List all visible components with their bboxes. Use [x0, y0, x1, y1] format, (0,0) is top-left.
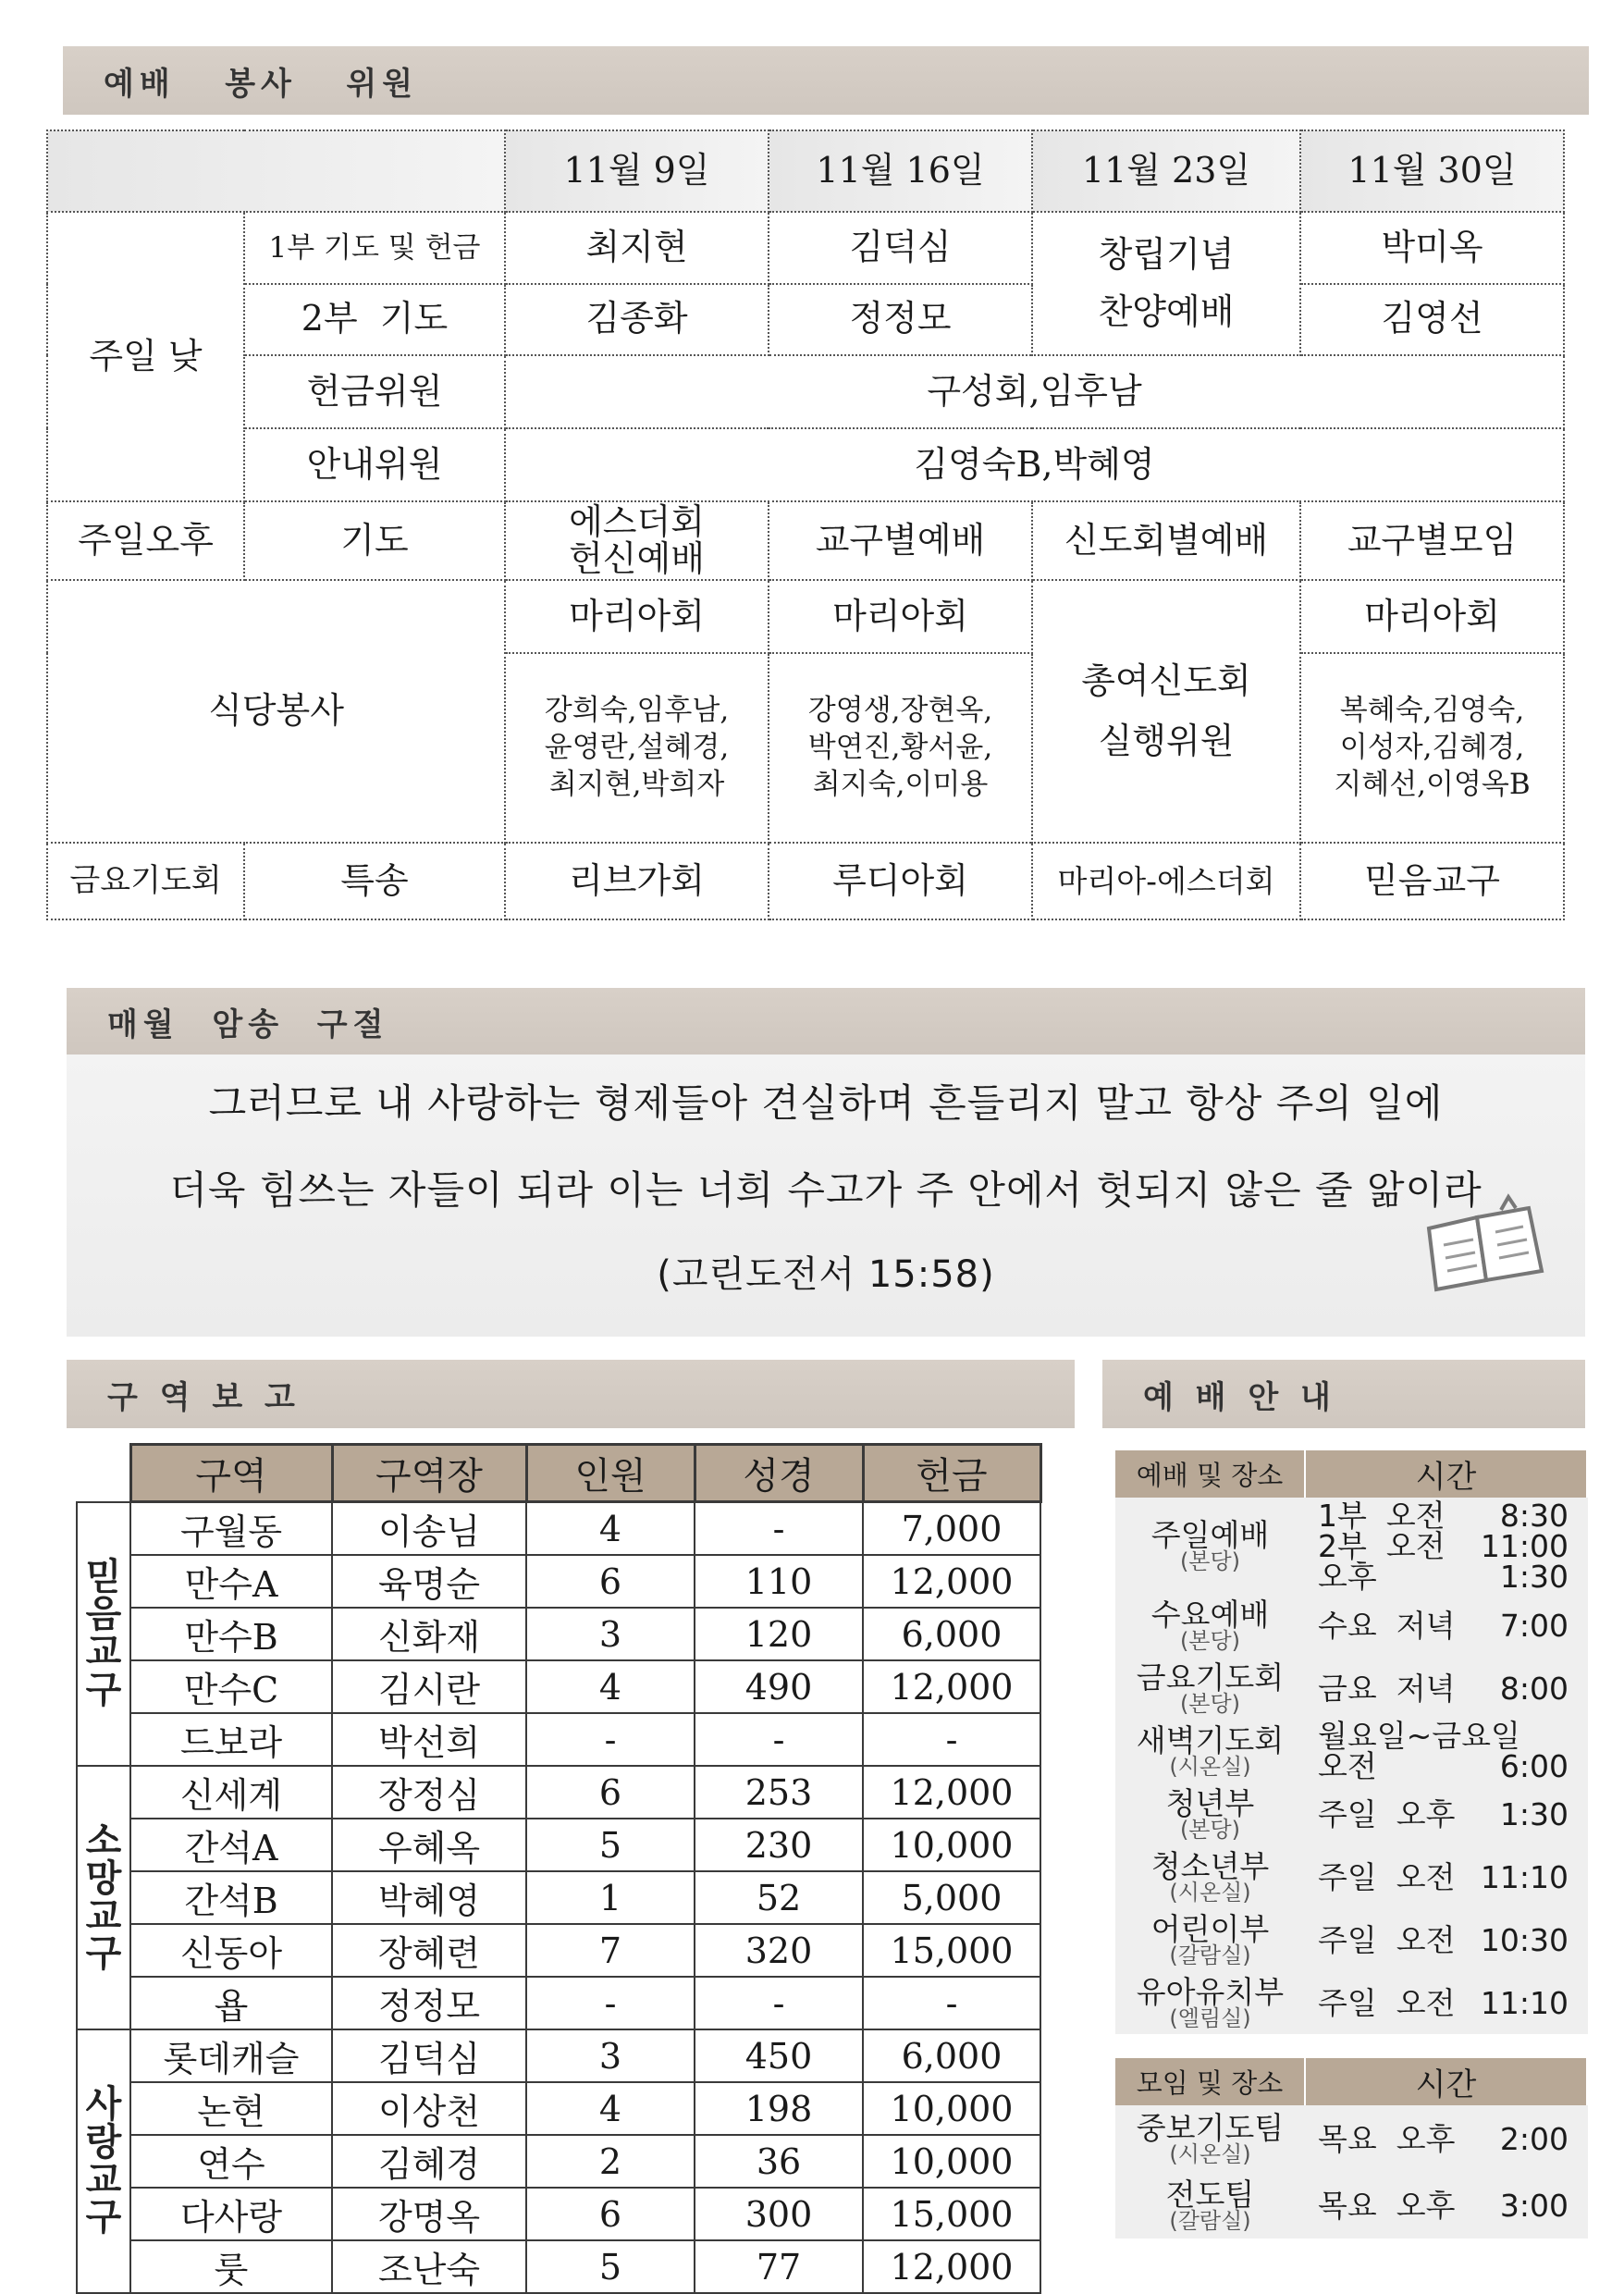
district-group-name: [77, 1502, 130, 1767]
dining-group: 마리아회: [505, 580, 769, 652]
guide-time-cell: [1305, 1657, 1587, 1720]
guide-row: [1115, 1498, 1587, 1594]
guide-time-value: 8:00: [1499, 1670, 1569, 1707]
guide-name-cell: [1115, 1720, 1305, 1782]
district-cell: 6,000: [863, 1608, 1040, 1660]
district-cell: 3: [526, 2029, 695, 2082]
district-cell: 12,000: [863, 1555, 1040, 1608]
founding-line: 찬양예배: [1098, 290, 1235, 332]
friday-cell: 리브가회: [505, 843, 769, 919]
table-row: [77, 1766, 1040, 1819]
district-cell: 6: [526, 2188, 695, 2240]
district-cell: 6,000: [863, 2029, 1040, 2082]
guide-time-cell: [1305, 1720, 1587, 1782]
founding-line: 창립기념: [1098, 234, 1235, 276]
member-line: 복혜숙,김영숙,: [1339, 693, 1525, 727]
guide-time-line: [1318, 1670, 1587, 1707]
table-row: [77, 2029, 1040, 2082]
district-cell: 김혜경: [332, 2135, 526, 2188]
guide-name-cell: [1115, 1657, 1305, 1720]
guide-header: 시간: [1305, 2058, 1587, 2105]
guide-row: [1115, 2105, 1587, 2172]
verse-reference: (고린도전서 15:58): [657, 1253, 995, 1296]
group-name-char: 음: [85, 1593, 122, 1636]
guide-item-place: (본당): [1179, 1690, 1241, 1717]
guide-time-line: [1318, 2187, 1587, 2224]
date-header-corner: [47, 130, 505, 212]
guide-section-header: [1102, 1360, 1585, 1428]
district-cell: 우혜옥: [332, 1819, 526, 1871]
verse-section-header: [67, 988, 1585, 1054]
guide-time-label: 금요 저녁: [1318, 1670, 1456, 1707]
district-cell: 강명옥: [332, 2188, 526, 2240]
district-cell: 120: [695, 1608, 863, 1660]
member-line: 박연진,황서윤,: [807, 730, 993, 764]
district-cell: 신세계: [130, 1766, 332, 1819]
district-cell: 정정모: [332, 1977, 526, 2029]
table-row: [77, 2082, 1040, 2135]
afternoon-cell: 신도회별예배: [1032, 501, 1300, 580]
district-cell: 15,000: [863, 1924, 1040, 1977]
guide-time-value: 10:30: [1480, 1921, 1569, 1958]
district-table: [76, 1443, 1042, 2294]
dining-label: 식당봉사: [47, 580, 505, 842]
group-name-char: 교: [85, 2158, 122, 2202]
row-label-special-song: 특송: [244, 843, 505, 919]
table-row: [77, 1977, 1040, 2029]
group-name-char: 사: [85, 2082, 122, 2126]
district-cell: 230: [695, 1819, 863, 1871]
district-section-header: [67, 1360, 1075, 1428]
group-name-char: 구: [85, 1932, 122, 1976]
cell-name: 정정모: [769, 284, 1032, 355]
district-cell: 10,000: [863, 2135, 1040, 2188]
district-cell: 450: [695, 2029, 863, 2082]
district-cell: 6: [526, 1555, 695, 1608]
guide-time-line: [1318, 1527, 1587, 1564]
guide-time-line: [1318, 1748, 1587, 1784]
guide-time-label: 오후: [1318, 1558, 1377, 1595]
verse-section-title: 매월 암송 구절: [107, 1005, 389, 1043]
district-cell: 논현: [130, 2082, 332, 2135]
district-section-title: 구 역 보 고: [107, 1378, 301, 1416]
friday-label: 금요기도회: [47, 843, 244, 919]
group-name-char: 소: [85, 1819, 122, 1862]
guide-row: [1115, 1720, 1587, 1782]
guide-time-value: 11:00: [1480, 1527, 1569, 1564]
sunday-day-label: 주일 낮: [47, 212, 244, 501]
district-cell: 만수B: [130, 1608, 332, 1660]
district-cell: 간석B: [130, 1871, 332, 1924]
guide-item-name: 주일예배: [1150, 1516, 1270, 1553]
dining-special-line: 실행위원: [1098, 721, 1235, 762]
guide-time-line: [1318, 1718, 1587, 1754]
row-label-first-service: 1부 기도 및 헌금: [244, 212, 505, 283]
guide-time-cell: [1305, 1908, 1587, 1971]
date-header: 11월 23일: [1032, 130, 1300, 212]
friday-cell: 마리아-에스더회: [1032, 843, 1300, 919]
guide-time-line: [1318, 1558, 1587, 1595]
dining-special-line: 총여신도회: [1081, 660, 1251, 701]
guide-time-cell: [1305, 1782, 1587, 1845]
district-cell: 4: [526, 1502, 695, 1556]
guide-time-value: 1:30: [1499, 1795, 1569, 1832]
guide-time-line: [1318, 1795, 1587, 1832]
district-cell: 253: [695, 1766, 863, 1819]
district-cell: 김덕심: [332, 2029, 526, 2082]
district-cell: 1: [526, 1871, 695, 1924]
table-row: [77, 1819, 1040, 1871]
table-row: [77, 1608, 1040, 1660]
dining-members: [769, 653, 1032, 843]
guide-item-name: 청소년부: [1150, 1847, 1270, 1884]
guide-time-cell: [1305, 2172, 1587, 2238]
guide-time-value: 11:10: [1480, 1984, 1569, 2021]
guide-time-label: 수요 저녁: [1318, 1607, 1456, 1644]
date-header: 11월 16일: [769, 130, 1032, 212]
district-cell: 박혜영: [332, 1871, 526, 1924]
member-line: 최지숙,이미용: [812, 768, 989, 802]
district-cell: 2: [526, 2135, 695, 2188]
cell-name: 김영선: [1300, 284, 1564, 355]
friday-cell: 루디아회: [769, 843, 1032, 919]
district-cell: 장정심: [332, 1766, 526, 1819]
guide-time-line: [1318, 1858, 1587, 1895]
table-row: [77, 1871, 1040, 1924]
district-cell: 다사랑: [130, 2188, 332, 2240]
guide-time-label: 목요 오후: [1318, 2187, 1456, 2224]
guide-time-label: 주일 오후: [1318, 1795, 1456, 1832]
worship-body: [1115, 1498, 1587, 2034]
guide-time-value: 8:30: [1499, 1497, 1569, 1534]
afternoon-cell: 교구별모임: [1300, 501, 1564, 580]
group-name-char: 교: [85, 1894, 122, 1938]
guide-time-value: 7:00: [1499, 1607, 1569, 1644]
guide-item-name: 유아유치부: [1136, 1973, 1285, 2010]
guide-name-cell: [1115, 1908, 1305, 1971]
afternoon-label: 주일오후: [47, 501, 244, 580]
friday-cell: 믿음교구: [1300, 843, 1564, 919]
table-row: [77, 1660, 1040, 1713]
district-cell: 300: [695, 2188, 863, 2240]
guide-item-place: (시온실): [1169, 1879, 1251, 1906]
district-cell: 조난숙: [332, 2240, 526, 2293]
district-cell: 이송님: [332, 1502, 526, 1556]
dining-group: 마리아회: [769, 580, 1032, 652]
guide-time-value: 11:10: [1480, 1858, 1569, 1895]
district-cell: 욥: [130, 1977, 332, 2029]
guide-time-label: 2부 오전: [1318, 1527, 1446, 1564]
member-line: 강영생,장현옥,: [807, 693, 993, 727]
group-name-char: 망: [85, 1856, 122, 1900]
district-cell: 77: [695, 2240, 863, 2293]
district-header: 인원: [526, 1445, 695, 1502]
district-cell: 신동아: [130, 1924, 332, 1977]
row-label-prayer: 기도: [244, 501, 505, 580]
guide-row: [1115, 1845, 1587, 1908]
afternoon-line: 에스더회: [569, 500, 705, 542]
guide-time-cell: [1305, 1845, 1587, 1908]
open-bible-icon: [1420, 1191, 1551, 1297]
guide-time-line: [1318, 1921, 1587, 1958]
guide-time-label: 주일 오전: [1318, 1984, 1456, 2021]
district-cell: 12,000: [863, 2240, 1040, 2293]
district-cell: 12,000: [863, 1766, 1040, 1819]
district-header: 헌금: [863, 1445, 1040, 1502]
guide-time-cell: [1305, 2105, 1587, 2172]
guide-time-line: [1318, 1984, 1587, 2021]
district-cell: 10,000: [863, 1819, 1040, 1871]
district-cell: 10,000: [863, 2082, 1040, 2135]
worship-guide: [1115, 1450, 1587, 2238]
guide-item-place: (본당): [1179, 1816, 1241, 1843]
guide-time-label: 주일 오전: [1318, 1921, 1456, 1958]
district-cell: 3: [526, 1608, 695, 1660]
guide-time-label: 월요일~금요일: [1318, 1718, 1520, 1754]
member-line: 지혜선,이영옥B: [1334, 768, 1531, 802]
dining-group: 마리아회: [1300, 580, 1564, 652]
guide-item-place: (엘림실): [1169, 2004, 1251, 2031]
district-cell: 신화재: [332, 1608, 526, 1660]
district-corner: [77, 1445, 130, 1502]
guide-time-value: 3:00: [1499, 2187, 1569, 2224]
guide-time-line: [1318, 2120, 1587, 2157]
founding-worship-cell: [1032, 212, 1300, 354]
date-header: 11월 9일: [505, 130, 769, 212]
district-cell: 장혜련: [332, 1924, 526, 1977]
meeting-body: [1115, 2105, 1587, 2238]
district-cell: -: [863, 1977, 1040, 2029]
district-cell: 룻: [130, 2240, 332, 2293]
district-cell: 연수: [130, 2135, 332, 2188]
guide-row: [1115, 1908, 1587, 1971]
guide-name-cell: [1115, 1594, 1305, 1657]
guide-item-name: 청년부: [1165, 1784, 1255, 1821]
service-table: [46, 130, 1565, 920]
guide-time-label: 목요 오후: [1318, 2120, 1456, 2157]
district-cell: -: [526, 1713, 695, 1766]
table-row: [77, 1502, 1040, 1556]
district-cell: 4: [526, 2082, 695, 2135]
district-cell: 롯데캐슬: [130, 2029, 332, 2082]
guide-name-cell: [1115, 2105, 1305, 2172]
guide-item-name: 전도팀: [1165, 2176, 1255, 2213]
table-row: [77, 1924, 1040, 1977]
cell-name: 박미옥: [1300, 212, 1564, 283]
district-cell: 490: [695, 1660, 863, 1713]
district-cell: 110: [695, 1555, 863, 1608]
district-cell: 320: [695, 1924, 863, 1977]
table-row: [77, 2240, 1040, 2293]
group-name-char: 랑: [85, 2120, 122, 2164]
guide-name-cell: [1115, 1782, 1305, 1845]
district-cell: 36: [695, 2135, 863, 2188]
guide-item-place: (시온실): [1169, 2140, 1251, 2167]
guide-time-label: 오전: [1318, 1748, 1377, 1784]
afternoon-cell: 교구별예배: [769, 501, 1032, 580]
district-cell: 드보라: [130, 1713, 332, 1766]
cell-name: 김덕심: [769, 212, 1032, 283]
table-row: [77, 2188, 1040, 2240]
guide-name-cell: [1115, 1971, 1305, 2034]
district-cell: 5: [526, 1819, 695, 1871]
guide-time-value: 1:30: [1499, 1558, 1569, 1595]
dining-members: [505, 653, 769, 843]
district-header: 성경: [695, 1445, 863, 1502]
table-row: [77, 1713, 1040, 1766]
district-body: [77, 1502, 1040, 2294]
group-name-char: 교: [85, 1631, 122, 1674]
district-header: 구역: [130, 1445, 332, 1502]
district-cell: 7,000: [863, 1502, 1040, 1556]
guide-header: 모임 및 장소: [1115, 2058, 1305, 2105]
guide-item-name: 중보기도팀: [1136, 2109, 1285, 2146]
district-cell: 구월동: [130, 1502, 332, 1556]
district-cell: 5: [526, 2240, 695, 2293]
district-cell: 198: [695, 2082, 863, 2135]
guide-header: 시간: [1305, 1450, 1587, 1498]
guide-row: [1115, 1657, 1587, 1720]
guide-name-cell: [1115, 1498, 1305, 1594]
cell-name: 김종화: [505, 284, 769, 355]
verse-box: [67, 1054, 1585, 1337]
row-label-offering: 헌금위원: [244, 355, 505, 428]
district-cell: 7: [526, 1924, 695, 1977]
offering-names: 구성회,임후남: [505, 355, 1564, 428]
district-cell: 만수A: [130, 1555, 332, 1608]
group-name-char: 구: [85, 1669, 122, 1712]
table-row: [77, 1555, 1040, 1608]
member-line: 강희숙,임후남,: [544, 693, 730, 727]
guide-row: [1115, 1594, 1587, 1657]
district-cell: -: [695, 1713, 863, 1766]
verse-line-1: 그러므로 내 사랑하는 형제들아 견실하며 흔들리지 말고 항상 주의 일에: [208, 1080, 1444, 1126]
dining-special-cell: [1032, 580, 1300, 842]
service-section-title: 예배 봉사 위원: [104, 65, 419, 103]
guide-row: [1115, 1782, 1587, 1845]
cell-name: 최지현: [505, 212, 769, 283]
guide-header: 예배 및 장소: [1115, 1450, 1305, 1498]
district-cell: 만수C: [130, 1660, 332, 1713]
member-line: 윤영란,설혜경,: [544, 730, 730, 764]
guide-item-place: (본당): [1179, 1627, 1241, 1654]
district-cell: -: [695, 1502, 863, 1556]
guide-time-line: [1318, 1607, 1587, 1644]
district-cell: 12,000: [863, 1660, 1040, 1713]
afternoon-cell: [505, 501, 769, 580]
group-name-char: 구: [85, 2196, 122, 2239]
district-cell: 6: [526, 1766, 695, 1819]
district-cell: 4: [526, 1660, 695, 1713]
guide-time-label: 1부 오전: [1318, 1497, 1446, 1534]
member-line: 최지현,박희자: [548, 768, 725, 802]
verse-line-2: 더욱 힘쓰는 자들이 되라 이는 너희 수고가 주 안에서 헛되지 않은 줄 앎이라: [169, 1167, 1483, 1213]
guide-item-name: 어린이부: [1150, 1910, 1270, 1947]
district-cell: 15,000: [863, 2188, 1040, 2240]
district-cell: -: [863, 1713, 1040, 1766]
guide-name-cell: [1115, 2172, 1305, 2238]
guide-time-value: 6:00: [1499, 1748, 1569, 1784]
district-group-name: [77, 1766, 130, 2029]
guide-item-name: 새벽기도회: [1136, 1721, 1285, 1758]
guide-section-title: 예 배 안 내: [1143, 1378, 1336, 1416]
guide-time-label: 주일 오전: [1318, 1858, 1456, 1895]
row-label-second-service: 2부 기도: [244, 284, 505, 355]
guide-time-cell: [1305, 1498, 1587, 1594]
district-cell: 이상천: [332, 2082, 526, 2135]
guide-item-place: (갈람실): [1169, 1942, 1251, 1968]
guide-name-cell: [1115, 1845, 1305, 1908]
guide-row: [1115, 2172, 1587, 2238]
table-row: [77, 2135, 1040, 2188]
guide-row: [1115, 1971, 1587, 2034]
guide-item-place: (갈람실): [1169, 2207, 1251, 2234]
guide-time-cell: [1305, 1594, 1587, 1657]
row-label-usher: 안내위원: [244, 428, 505, 501]
district-cell: 간석A: [130, 1819, 332, 1871]
district-cell: -: [695, 1977, 863, 2029]
district-cell: 김시란: [332, 1660, 526, 1713]
district-cell: 박선희: [332, 1713, 526, 1766]
usher-names: 김영숙B,박혜영: [505, 428, 1564, 501]
dining-members: [1300, 653, 1564, 843]
district-header: 구역장: [332, 1445, 526, 1502]
district-cell: -: [526, 1977, 695, 2029]
guide-item-place: (시온실): [1169, 1753, 1251, 1780]
guide-time-line: [1318, 1497, 1587, 1534]
guide-time-value: 2:00: [1499, 2120, 1569, 2157]
group-name-char: 믿: [85, 1555, 122, 1598]
district-cell: 육명순: [332, 1555, 526, 1608]
district-group-name: [77, 2029, 130, 2293]
guide-item-name: 수요예배: [1150, 1596, 1270, 1633]
guide-item-name: 금요기도회: [1136, 1659, 1285, 1696]
district-cell: 5,000: [863, 1871, 1040, 1924]
worship-table: [1115, 1450, 1588, 2034]
date-header: 11월 30일: [1300, 130, 1564, 212]
service-section-header: [63, 46, 1589, 115]
guide-time-cell: [1305, 1971, 1587, 2034]
district-cell: 52: [695, 1871, 863, 1924]
afternoon-line: 헌신예배: [569, 537, 705, 579]
meeting-table: [1115, 2058, 1588, 2238]
member-line: 이성자,김혜경,: [1339, 730, 1525, 764]
guide-item-place: (본당): [1179, 1548, 1241, 1574]
